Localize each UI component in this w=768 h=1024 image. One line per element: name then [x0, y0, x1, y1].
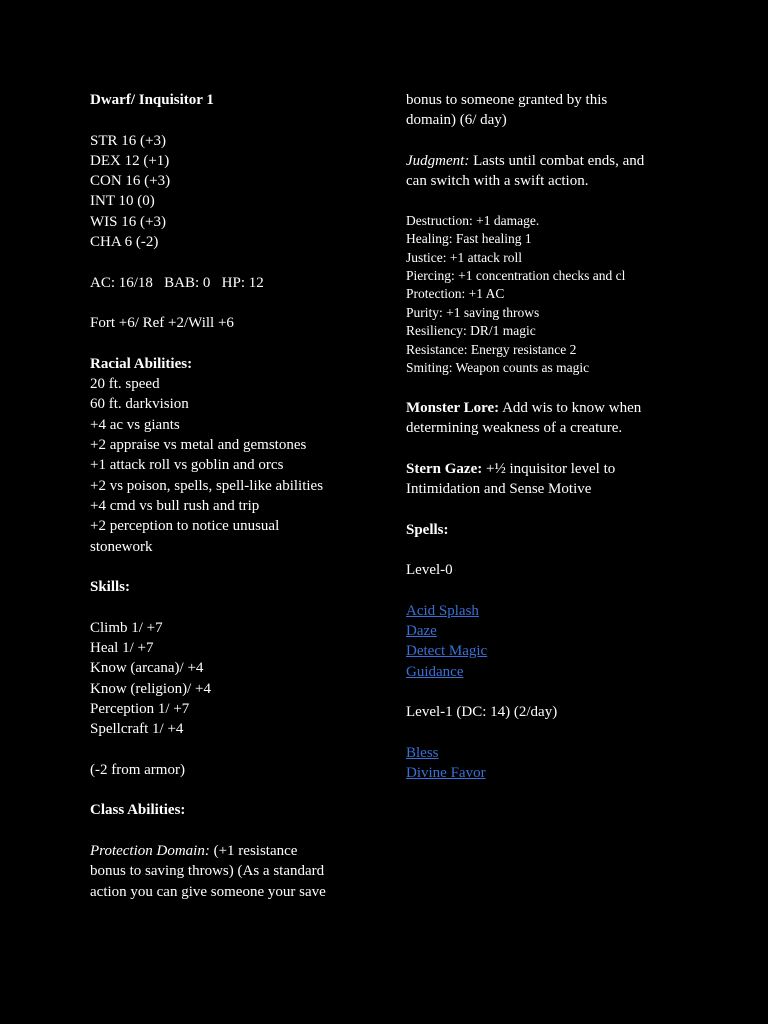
judgment-line — [406, 151, 706, 171]
combat-line: AC: 16/18 BAB: 0 HP: 12 — [90, 274, 264, 291]
protection-domain-text: action you can give someone your save — [90, 883, 326, 900]
stat-con: CON 16 (+3) — [90, 173, 171, 190]
skill-item: Know (religion)/ +4 — [90, 680, 211, 697]
judgment-item: Purity: +1 saving throws — [406, 304, 540, 320]
stat-int: INT 10 (0) — [90, 193, 155, 210]
protection-domain-cont: bonus to someone granted by this — [406, 92, 608, 108]
judgment-text: Lasts until combat ends, and — [469, 152, 645, 169]
stat-dex: DEX 12 (+1) — [90, 152, 170, 169]
class-abilities-heading: Class Abilities: — [90, 802, 186, 819]
level-0-heading: Level-0 — [406, 562, 453, 579]
judgment-item: Protection: +1 AC — [406, 286, 505, 302]
monster-lore-text: Add wis to know when — [499, 399, 642, 416]
judgment-item: Piercing: +1 concentration checks and cl — [406, 268, 626, 283]
skill-item: Heal 1/ +7 — [90, 640, 154, 657]
protection-domain-cont: domain) (6/ day) — [406, 112, 507, 129]
monster-lore-label: Monster Lore: — [406, 399, 500, 416]
racial-item: +1 attack roll vs goblin and orcs — [90, 457, 284, 474]
racial-item: +2 perception to notice unusual — [90, 518, 280, 535]
racial-item: 20 ft. speed — [90, 376, 160, 393]
stat-cha: CHA 6 (-2) — [90, 234, 159, 251]
spell-link-acid-splash[interactable]: Acid Splash — [406, 602, 479, 619]
stern-gaze-text: Intimidation and Sense Motive — [406, 480, 592, 497]
spell-link-detect-magic[interactable]: Detect Magic — [406, 643, 488, 660]
spell-link-divine-favor[interactable]: Divine Favor — [406, 765, 486, 782]
stern-gaze-line — [406, 459, 706, 479]
racial-item: +2 vs poison, spells, spell-like abilities — [90, 477, 324, 494]
spell-link-bless[interactable]: Bless — [406, 744, 439, 761]
racial-item: stonework — [90, 538, 153, 555]
racial-item: +4 cmd vs bull rush and trip — [90, 497, 260, 514]
protection-domain-text: bonus to saving throws) (As a standard — [90, 863, 325, 880]
judgment-item: Resistance: Energy resistance 2 — [406, 341, 577, 357]
spell-link-daze[interactable]: Daze — [406, 623, 437, 639]
racial-item: +4 ac vs giants — [90, 416, 180, 433]
spell-link-guidance[interactable]: Guidance — [406, 663, 464, 680]
stat-str: STR 16 (+3) — [90, 132, 166, 149]
skill-item: Know (arcana)/ +4 — [90, 660, 204, 677]
skill-item: Perception 1/ +7 — [90, 700, 190, 717]
spells-heading: Spells: — [406, 521, 449, 538]
stern-gaze-text: +½ inquisitor level to — [482, 460, 616, 477]
monster-lore-text: determining weakness of a creature. — [406, 420, 623, 437]
judgment-item: Resiliency: DR/1 magic — [406, 323, 536, 339]
judgment-item: Justice: +1 attack roll — [406, 249, 522, 265]
right-column — [406, 90, 706, 783]
skill-item: Spellcraft 1/ +4 — [90, 721, 184, 738]
character-title: Dwarf/ Inquisitor 1 — [90, 92, 214, 108]
skill-item: Climb 1/ +7 — [90, 619, 163, 636]
protection-domain-label: Protection Domain: — [90, 842, 210, 859]
judgment-text: can switch with a swift action. — [406, 173, 589, 190]
protection-domain-line — [90, 841, 370, 861]
monster-lore-line — [406, 398, 706, 418]
judgment-label: Judgment: — [406, 152, 470, 169]
skills-heading: Skills: — [90, 579, 131, 596]
racial-item: +2 appraise vs metal and gemstones — [90, 437, 307, 454]
stern-gaze-label: Stern Gaze: — [406, 460, 483, 477]
saves-line: Fort +6/ Ref +2/Will +6 — [90, 315, 234, 332]
judgment-item: Healing: Fast healing 1 — [406, 231, 532, 247]
judgment-item: Destruction: +1 damage. — [406, 212, 540, 228]
judgment-item: Smiting: Weapon counts as magic — [406, 360, 590, 376]
stat-wis: WIS 16 (+3) — [90, 213, 166, 230]
racial-item: 60 ft. darkvision — [90, 396, 189, 413]
protection-domain-text: (+1 resistance — [209, 842, 298, 859]
left-column — [90, 90, 370, 902]
racial-heading: Racial Abilities: — [90, 355, 193, 372]
armor-note: (-2 from armor) — [90, 761, 185, 778]
level-1-heading: Level-1 (DC: 14) (2/day) — [406, 704, 558, 721]
